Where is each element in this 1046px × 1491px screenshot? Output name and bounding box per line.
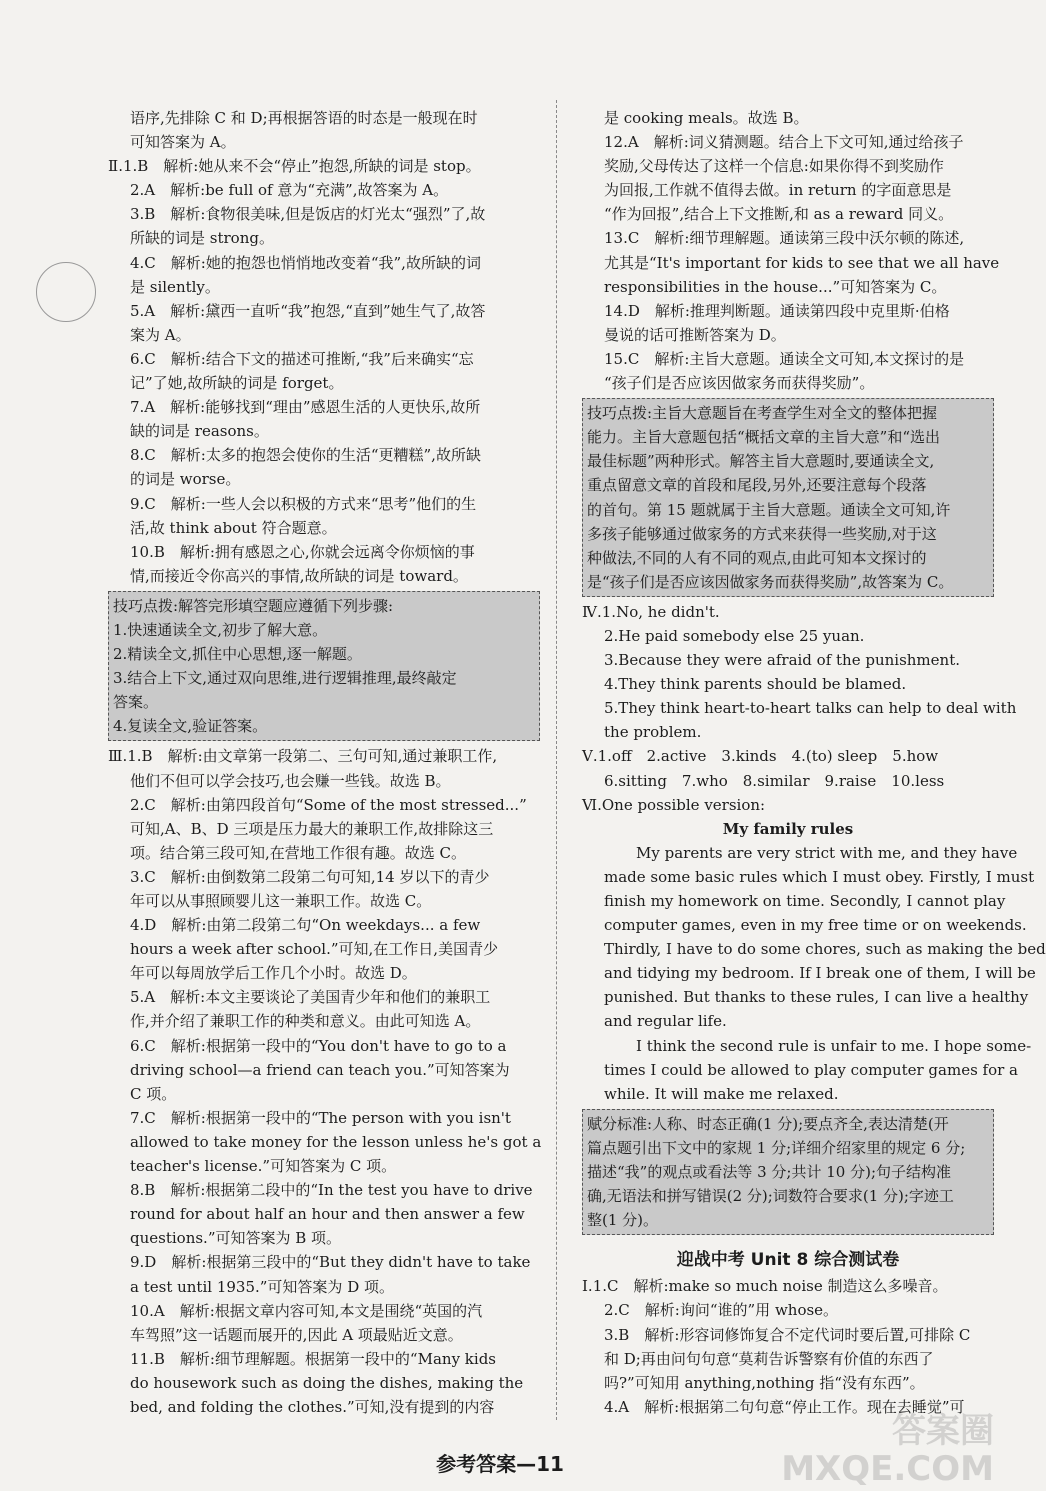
answer-line: teacher's license.”可知答案为 C 项。 [130,1157,397,1176]
answer-line: computer games, even in my free time or on weekends. [604,916,1027,935]
answer-line: 年可以每周放学后工作几个小时。故选 D。 [130,964,417,983]
answer-line: 年可以从事照顾婴儿这一兼职工作。故选 C。 [130,892,432,910]
answer-line: 所缺的词是 strong。 [130,229,274,248]
answer-line: 9.D 解析:根据第三段中的“But they didn't have to take [130,1253,531,1272]
left-column [108,106,540,1419]
right-answers-part3 [582,1274,994,1419]
answer-line: 2.C 解析:由第四段首句“Some of the most stressed...” [130,795,527,814]
answer-line: 尤其是“It's important for kids to see that we all have [604,253,1000,272]
tip-line: 2.精读全文,抓住中心思想,逐一解题。 [113,645,362,664]
answer-line: 6.C 解析:根据第一段中的“You don't have to go to a [130,1036,507,1055]
tip-line: 最佳标题”两种形式。解答主旨大意题时,要通读全文, [587,452,935,471]
answer-line: 4.D 解析:由第二段第二句“On weekdays... a few [130,916,481,935]
answer-line: I think the second rule is unfair to me. I hope some- [636,1036,1032,1055]
answer-line: 活,故 think about 符合题意。 [130,518,337,537]
answer-line: 8.C 解析:太多的抱怨会使你的生活“更糟糕”,故所缺 [130,446,481,465]
answer-line: 5.A 解析:黛西一直听“我”抱怨,“直到”她生气了,故答 [130,301,486,320]
answer-line: 3.B 解析:形容词修饰复合不定代词时要后置,可排除 C [604,1325,971,1344]
tip-line: 描述“我”的观点或看法等 3 分;共计 10 分);句子结构准 [587,1163,952,1182]
answer-line: finish my homework on time. Secondly, I cannot play [604,892,1006,910]
watermark-line: MXQE.COM [781,1449,994,1489]
answer-line: 11.B 解析:细节理解题。根据第一段中的“Many kids [130,1349,496,1368]
answer-line: 缺的词是 reasons。 [130,422,269,441]
scoring-criteria-box [582,1109,994,1235]
tip-line: 重点留意文章的首段和尾段,另外,还要注意每个段落 [587,476,927,495]
answer-line: the problem. [604,723,702,742]
tip-line: 多孩子能够通过做家务的方式来获得一些奖励,对于这 [587,524,937,543]
answer-line: 4.A 解析:根据第二句句意“停止工作。现在去睡觉”可 [604,1397,965,1416]
answer-line: 作,并介绍了兼职工作的种类和意义。由此可知选 A。 [130,1012,481,1031]
answer-line: My family rules [722,819,854,838]
answer-line: allowed to take money for the lesson unless he's got a [130,1132,542,1151]
tip-line: 1.快速通读全文,初步了解大意。 [113,620,328,639]
answer-line: 语序,先排除 C 和 D;再根据答语的时态是一般现在时 [130,109,478,127]
answer-line: My parents are very strict with me, and they have [636,843,1018,862]
page-footer: 参考答案—11 [436,1452,564,1476]
answer-line: times I could be allowed to play computer games for a [604,1060,1018,1079]
answer-line: Ⅰ.1.C 解析:make so much noise 制造这么多噪音。 [582,1277,948,1296]
answer-line: while. It will make me relaxed. [604,1084,839,1103]
answer-line: 是 cooking meals。故选 B。 [604,109,809,127]
answer-line: 5.They think heart-to-heart talks can help to deal with [604,699,1017,718]
right-column [582,106,1046,1419]
answer-line: round for about half an hour and then answer a few [130,1205,525,1224]
answer-line: 可知,A、B、D 三项是压力最大的兼职工作,故排除这三 [130,819,494,838]
answer-line: 10.B 解析:拥有感恩之心,你就会远离令你烦恼的事 [130,542,475,561]
left-answers-part1 [108,106,540,588]
answer-line: 2.A 解析:be full of 意为“充满”,故答案为 A。 [130,181,449,200]
answer-line: 5.A 解析:本文主要谈论了美国青少年和他们的兼职工 [130,988,491,1007]
answer-line: 2.C 解析:询问“谁的”用 whose。 [604,1301,839,1320]
left-answers-part2 [108,744,540,1419]
answer-line: 7.C 解析:根据第一段中的“The person with you isn't [130,1108,511,1127]
answer-line: hours a week after school.”可知,在工作日,美国青少 [130,940,499,959]
answer-line: 车驾照”这一话题而展开的,因此 A 项最贴近文意。 [130,1325,463,1344]
answer-line: Ⅴ.1.off 2.active 3.kinds 4.(to) sleep 5.how [582,747,939,766]
answer-line: 13.C 解析:细节理解题。通读第三段中沃尔顿的陈述, [604,229,965,248]
answer-line: 和 D;再由问句句意“莫莉告诉警察有价值的东西了 [604,1349,934,1368]
answer-line: 4.They think parents should be blamed. [604,675,907,694]
right-answers-part1 [582,106,1000,395]
answer-line: 为回报,工作就不值得去做。in return 的字面意思是 [604,181,952,200]
answer-line: do housework such as doing the dishes, making the [130,1373,524,1392]
answer-line: 6.sitting 7.who 8.similar 9.raise 10.less [604,771,945,790]
tip-line: 赋分标准:人称、时态正确(1 分);要点齐全,表达清楚(开 [587,1114,949,1133]
tip-line: 整(1 分)。 [587,1211,659,1230]
answer-line: 曼说的话可推断答案为 D。 [604,325,786,344]
answer-line: 他们不但可以学会技巧,也会赚一些钱。故选 B。 [130,771,451,790]
library-stamp [36,262,96,322]
answer-line: 7.A 解析:能够找到“理由”感恩生活的人更快乐,故所 [130,398,481,417]
answer-line: “作为回报”,结合上下文推断,和 as a reward 同义。 [604,205,954,224]
answer-line: Ⅳ.1.No, he didn't. [582,602,720,621]
tip-line: 技巧点拨:主旨大意题旨在考查学生对全文的整体把握 [587,404,938,423]
tip-line: 技巧点拨:解答完形填空题应遵循下列步骤: [113,596,394,615]
answer-line: 是 silently。 [130,277,220,296]
answer-line: bed, and folding the clothes.”可知,没有提到的内容 [130,1397,495,1416]
tip-line: 答案。 [113,693,159,712]
answer-line: 可知答案为 A。 [130,133,236,152]
answer-line: 3.B 解析:食物很美味,但是饭店的灯光太“强烈”了,故 [130,205,486,224]
answer-line: Ⅵ.One possible version: [582,795,766,814]
tip-line: 的首句。第 15 题就属于主旨大意题。通读全文可知,许 [587,500,951,519]
tip-box-cloze [108,591,540,742]
answer-line: and regular life. [604,1012,727,1031]
answer-line: 4.C 解析:她的抱怨也悄悄地改变着“我”,故所缺的词 [130,253,481,272]
answer-line: 吗?”可知用 anything,nothing 指“没有东西”。 [604,1373,925,1392]
answer-line: Ⅲ.1.B 解析:由文章第一段第二、三句可知,通过兼职工作, [108,747,498,766]
answer-line: 3.Because they were afraid of the punishment. [604,651,960,670]
answer-line: 8.B 解析:根据第二段中的“In the test you have to drive [130,1181,533,1200]
right-answers-part2 [582,600,1046,1106]
answer-line: 15.C 解析:主旨大意题。通读全文可知,本文探讨的是 [604,349,965,368]
watermark [781,1412,994,1488]
tip-line: 篇点题引出下文中的家规 1 分;详细介绍家里的规定 6 分; [587,1138,966,1157]
answer-line: 情,而接近令你高兴的事情,故所缺的词是 toward。 [130,566,468,585]
column-divider [556,100,557,1420]
tip-line: 3.结合上下文,通过双向思维,进行逻辑推理,最终敲定 [113,669,457,688]
answer-line: 10.A 解析:根据文章内容可知,本文是围绕“英国的汽 [130,1301,483,1320]
answer-line: made some basic rules which I must obey. Firstly, I must [604,867,1035,886]
answer-line: responsibilities in the house...”可知答案为 C。 [604,277,947,296]
tip-line: 4.复读全文,验证答案。 [113,717,268,736]
answer-line: “孩子们是否应该因做家务而获得奖励”。 [604,374,875,393]
answer-line: 9.C 解析:一些人会以积极的方式来“思考”他们的生 [130,494,477,513]
tip-line: 能力。主旨大意题包括“概括文章的主旨大意”和“选出 [587,428,941,447]
answer-line: 12.A 解析:词义猜测题。结合上下文可知,通过给孩子 [604,133,964,152]
answer-line: punished. But thanks to these rules, I can live a healthy [604,988,1029,1007]
answer-line: and tidying my bedroom. If I break one of them, I will be [604,964,1036,983]
watermark-line: 答案圈 [892,1411,994,1451]
answer-line: a test until 1935.”可知答案为 D 项。 [130,1277,394,1296]
answer-line: 的词是 worse。 [130,470,241,489]
tip-line: 种做法,不同的人有不同的观点,由此可知本文探讨的 [587,548,927,567]
tip-box-main-idea [582,398,994,597]
answer-line: 6.C 解析:结合下文的描述可推断,“我”后来确实“忘 [130,349,474,368]
answer-line: Ⅱ.1.B 解析:她从来不会“停止”抱怨,所缺的词是 stop。 [108,157,481,176]
answer-line: 项。结合第三段可知,在营地工作很有趣。故选 C。 [130,843,467,862]
answer-line: 14.D 解析:推理判断题。通读第四段中克里斯·伯格 [604,301,950,320]
tip-line: 确,无语法和拼写错误(2 分);词数符合要求(1 分);字迹工 [587,1187,954,1206]
answer-line: 案为 A。 [130,325,191,344]
section-title: 迎战中考 Unit 8 综合测试卷 [676,1250,900,1271]
answer-line: Thirdly, I have to do some chores, such as making the bed [604,940,1046,959]
answer-line: questions.”可知答案为 B 项。 [130,1229,342,1248]
tip-line: 是“孩子们是否应该因做家务而获得奖励”,故答案为 C。 [587,572,954,591]
answer-line: driving school—a friend can teach you.”可知答案为 [130,1060,510,1079]
answer-line: 2.He paid somebody else 25 yuan. [604,626,865,645]
answer-line: C 项。 [130,1084,177,1103]
answer-line: 记”了她,故所缺的词是 forget。 [130,374,344,393]
answer-line: 3.C 解析:由倒数第二段第二句可知,14 岁以下的青少 [130,867,490,886]
answer-line: 奖励,父母传达了这样一个信息:如果你得不到奖励作 [604,157,944,176]
